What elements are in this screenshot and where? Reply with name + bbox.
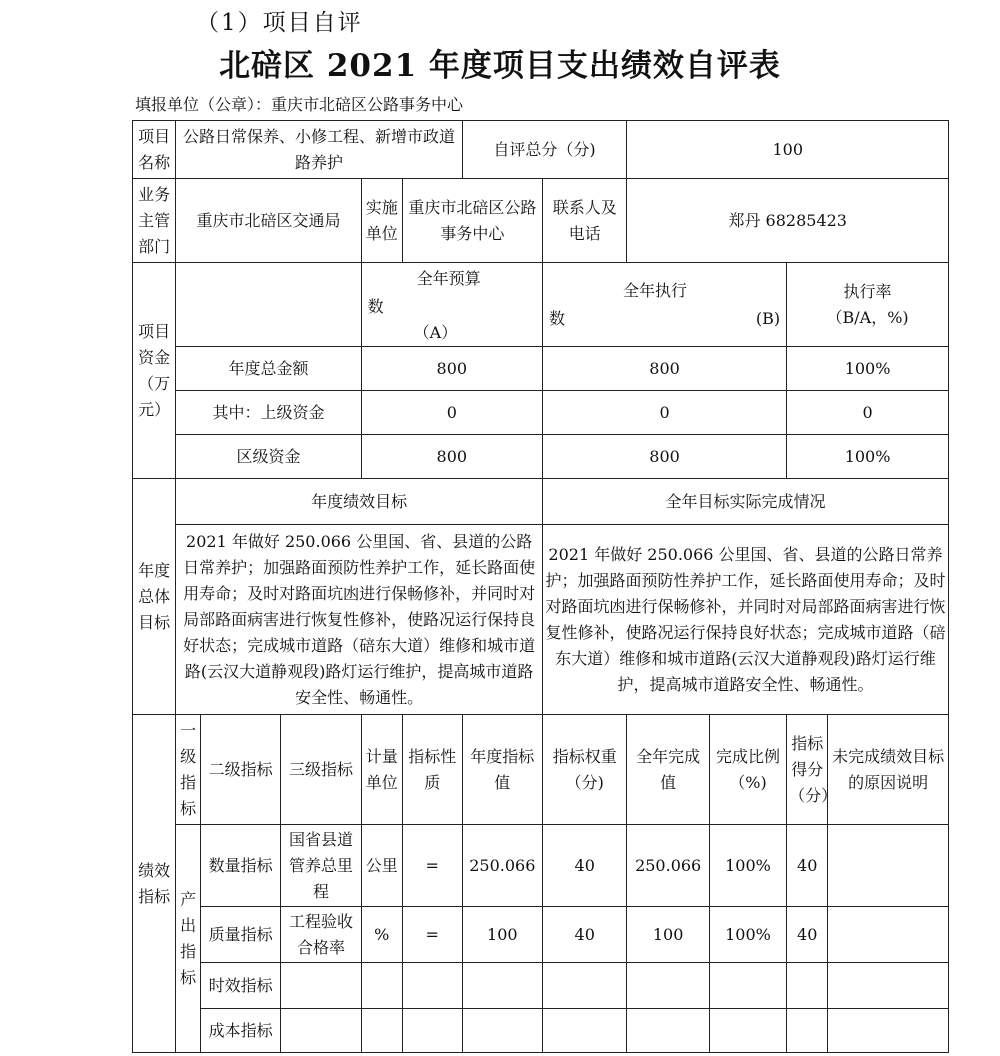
nature-cell <box>402 963 462 1009</box>
reason-header: 未完成绩效目标的原因说明 <box>828 715 949 825</box>
reason-cell <box>828 963 949 1009</box>
rate-header-line1: 执行率 <box>843 281 892 301</box>
ratio-cell <box>709 963 786 1009</box>
weight-cell <box>542 963 626 1009</box>
funds-row-rate: 100% <box>787 435 949 479</box>
evaluation-table <box>132 120 949 1053</box>
completed-cell: 250.066 <box>627 825 709 907</box>
funds-header-row <box>133 263 949 347</box>
level2-cell: 质量指标 <box>200 907 280 963</box>
goals-header-row <box>133 479 949 525</box>
weight-cell: 40 <box>542 825 626 907</box>
nature-cell: = <box>402 907 462 963</box>
total-score: 100 <box>627 121 949 179</box>
level2-cell: 时效指标 <box>200 963 280 1009</box>
unit-cell: % <box>361 907 402 963</box>
target-text: 2021 年做好 250.066 公里国、省、县道的公路日常养护；加强路面预防性养护工作，延长路面使用寿命；及时对路面坑凼进行保畅修补，并同时对局部路面病害进行恢复性修补，使路况运行保持良好状态；完成城市道路（碚东大道）维修和城市道路(云汉大道静观段)路灯运行维护，提高城市道路安全性、畅通性。 <box>176 525 543 715</box>
indicator-row <box>133 1009 949 1053</box>
indicator-row <box>133 907 949 963</box>
funds-blank-header <box>176 263 361 347</box>
indicators-label: 绩效指标 <box>133 715 176 1053</box>
page-title: 北碚区 2021 年度项目支出绩效自评表 <box>219 48 781 84</box>
funds-row-a: 800 <box>361 435 542 479</box>
section-heading: （1）项目自评 <box>196 10 363 36</box>
level2-cell: 成本指标 <box>200 1009 280 1053</box>
score-cell <box>787 963 828 1009</box>
exec-header <box>542 263 786 347</box>
budget-header-line2: 数 <box>367 296 384 316</box>
exec-header-line1: 全年执行 <box>622 280 687 300</box>
funds-row <box>133 435 949 479</box>
funds-row-label: 区级资金 <box>176 435 361 479</box>
budget-header-line1: 全年预算 <box>416 268 481 288</box>
nature-header: 指标性质 <box>402 715 462 825</box>
actual-header: 全年目标实际完成情况 <box>542 479 948 525</box>
project-name-label: 项目名称 <box>133 121 176 179</box>
impl-unit-value: 重庆市北碚区公路事务中心 <box>402 179 542 263</box>
unit-header: 计量单位 <box>361 715 402 825</box>
goals-text-row <box>133 525 949 715</box>
score-cell: 40 <box>787 907 828 963</box>
ratio-cell: 100% <box>709 825 786 907</box>
dept-value: 重庆市北碚区交通局 <box>176 179 361 263</box>
output-indicator-label: 产出指标 <box>176 825 201 1053</box>
indicators-header-row <box>133 715 949 825</box>
funds-label: 项目资金（万元） <box>133 263 176 479</box>
funds-row <box>133 391 949 435</box>
ratio-cell <box>709 1009 786 1053</box>
level3-cell: 国省县道管养总里程 <box>281 825 361 907</box>
funds-row-a: 800 <box>361 347 542 391</box>
level3-header: 三级指标 <box>281 715 361 825</box>
total-score-label: 自评总分（分) <box>462 121 627 179</box>
score-header: 指标得分（分） <box>787 715 828 825</box>
exec-header-line3: (B) <box>755 308 781 328</box>
level2-cell: 数量指标 <box>200 825 280 907</box>
unit-cell: 公里 <box>361 825 402 907</box>
funds-row-rate: 100% <box>787 347 949 391</box>
completed-header: 全年完成值 <box>627 715 709 825</box>
weight-header: 指标权重（分) <box>542 715 626 825</box>
contact-label: 联系人及电话 <box>542 179 626 263</box>
dept-row <box>133 179 949 263</box>
score-cell <box>787 1009 828 1053</box>
nature-cell: = <box>402 825 462 907</box>
funds-row-label: 其中：上级资金 <box>176 391 361 435</box>
rate-header-line2: （B/A，%) <box>826 307 909 327</box>
funds-row <box>133 347 949 391</box>
unit-cell <box>361 963 402 1009</box>
annual-goals-label: 年度总体目标 <box>133 479 176 715</box>
unit-cell <box>361 1009 402 1053</box>
indicator-row <box>133 963 949 1009</box>
weight-cell: 40 <box>542 907 626 963</box>
annual-value-cell: 250.066 <box>462 825 542 907</box>
completed-cell <box>627 963 709 1009</box>
exec-header-line2: 数 <box>548 308 565 328</box>
reason-cell <box>828 825 949 907</box>
level2-header: 二级指标 <box>200 715 280 825</box>
funds-row-b: 800 <box>542 435 786 479</box>
nature-cell <box>402 1009 462 1053</box>
completed-cell <box>627 1009 709 1053</box>
contact-value: 郑丹 68285423 <box>627 179 949 263</box>
level3-cell <box>281 963 361 1009</box>
annual-value-header: 年度指标值 <box>462 715 542 825</box>
reporting-unit: 填报单位（公章）：重庆市北碚区公路事务中心 <box>135 95 464 114</box>
project-row <box>133 121 949 179</box>
annual-value-cell <box>462 1009 542 1053</box>
annual-value-cell <box>462 963 542 1009</box>
dept-label: 业务主管部门 <box>133 179 176 263</box>
reason-cell <box>828 907 949 963</box>
level3-cell <box>281 1009 361 1053</box>
reason-cell <box>828 1009 949 1053</box>
level3-cell: 工程验收合格率 <box>281 907 361 963</box>
weight-cell <box>542 1009 626 1053</box>
funds-row-b: 0 <box>542 391 786 435</box>
ratio-cell: 100% <box>709 907 786 963</box>
funds-row-label: 年度总金额 <box>176 347 361 391</box>
project-name: 公路日常保养、小修工程、新增市政道路养护 <box>176 121 462 179</box>
level1-header: 一级指标 <box>176 715 201 825</box>
budget-header-line3: （A） <box>413 322 458 342</box>
target-header: 年度绩效目标 <box>176 479 543 525</box>
budget-header <box>361 263 542 347</box>
completed-cell: 100 <box>627 907 709 963</box>
ratio-header: 完成比例（%) <box>709 715 786 825</box>
funds-row-rate: 0 <box>787 391 949 435</box>
funds-row-b: 800 <box>542 347 786 391</box>
funds-row-a: 0 <box>361 391 542 435</box>
actual-text: 2021 年做好 250.066 公里国、省、县道的公路日常养护；加强路面预防性养护工作，延长路面使用寿命；及时对路面坑凼进行保畅修补，并同时对局部路面病害进行恢复性修补，使路况运行保持良好状态；完成城市道路（碚东大道）维修和城市道路(云汉大道静观段)路灯运行维护，提高城市道路安全性、畅通性。 <box>542 525 948 715</box>
indicator-row <box>133 825 949 907</box>
annual-value-cell: 100 <box>462 907 542 963</box>
rate-header <box>787 263 949 347</box>
score-cell: 40 <box>787 825 828 907</box>
impl-unit-label: 实施单位 <box>361 179 402 263</box>
